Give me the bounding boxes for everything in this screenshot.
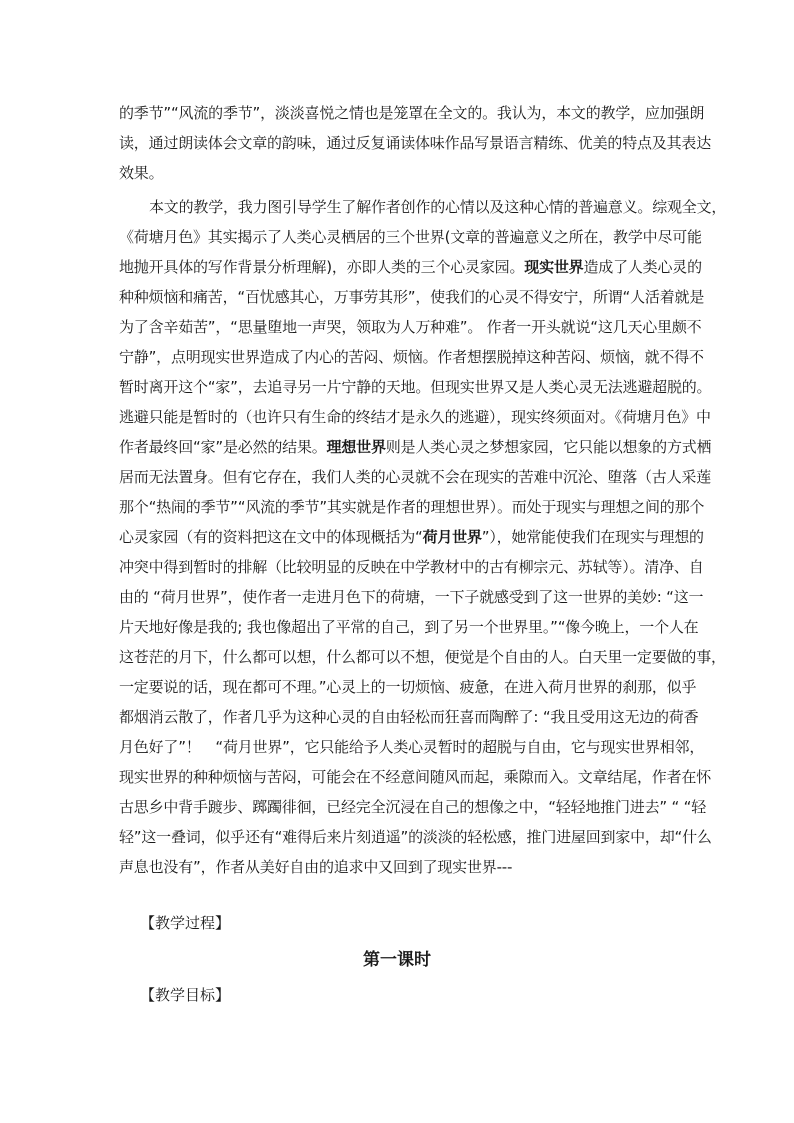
text-line: 暂时离开这个“家”，去追寻另一片宁静的天地。但现实世界又是人类心灵无法逃避超脱的。	[119, 378, 712, 396]
text-line: 逃避只能是暂时的（也许只有生命的终结才是永久的逃避），现实终须面对。《荷塘月色》中	[119, 408, 711, 426]
text-line: 这苍茫的月下，什么都可以想，什么都可以不想，便觉是个自由的人。白天里一定要做的事，	[119, 648, 726, 666]
text-line: 那个“热闹的季节”“风流的季节”其实就是作者的理想世界）。而处于现实与理想之间的那个	[119, 498, 705, 516]
objectives-label: 【教学目标】	[140, 986, 231, 1004]
text-line: 《荷塘月色》其实揭示了人类心灵栖居的三个世界(文章的普遍意义之所在，教学中尽可能	[119, 228, 702, 246]
text-line: 种种烦恼和痛苦，“百忧感其心，万事劳其形”，使我们的心灵不得安宁，所谓“人活着就是	[119, 288, 705, 306]
text-line: 宁静”，点明现实世界造成了内心的苦闷、烦恼。作者想摆脱掉这种苦闷、烦恼，就不得不	[119, 348, 704, 366]
text-line: 为了含辛茹苦”，“思量堕地一声哭，领取为人万种难”。 作者一开头就说“这几天心里颇不	[119, 318, 702, 336]
bold-term: 理想世界	[326, 438, 386, 456]
text-line: 心灵家园（有的资料把这在文中的体现概括为“荷月世界”），她常能使我们在现实与理想的	[119, 528, 704, 546]
text-line: 冲突中得到暂时的排解（比较明显的反映在中学教材中的古有柳宗元、苏轼等）。清净、自	[119, 558, 704, 576]
text-line: 由的 “荷月世界”，使作者一走进月色下的荷塘，一下子就感受到了这一世界的美妙: “这一	[119, 588, 704, 606]
text-line: 地抛开具体的写作背景分析理解)，亦即人类的三个心灵家园。现实世界造成了人类心灵的	[119, 258, 702, 276]
section-label: 【教学过程】	[140, 914, 231, 932]
text-line: 都烟消云散了，作者几乎为这种心灵的自由轻松而狂喜而陶醉了: “我且受用这无边的荷香	[119, 708, 699, 726]
text-line: 居而无法置身。但有它存在，我们人类的心灵就不会在现实的苦难中沉沦、堕落（古人采莲	[119, 468, 712, 486]
text-line: 轻”这一叠词，似乎还有“难得后来片刻逍遥”的淡淡的轻松感，推门进屋回到家中，却“什么	[119, 828, 712, 846]
text-line: 声息也没有”，作者从美好自由的追求中又回到了现实世界---	[119, 858, 513, 876]
text-line: 效果。	[119, 164, 164, 182]
paragraph-first-line: 本文的教学，我力图引导学生了解作者创作的心情以及这种心情的普遍意义。综观全文，	[149, 198, 727, 216]
text-line: 月色好了”！ “荷月世界”，它只能给予人类心灵暂时的超脱与自由，它与现实世界相邻，	[119, 738, 705, 756]
bold-term: 现实世界	[524, 258, 584, 276]
text-line: 现实世界的种种烦恼与苦闷，可能会在不经意间随风而起，乘隙而入。文章结尾，作者在怀	[119, 768, 712, 786]
bold-term: 荷月世界	[422, 528, 482, 546]
text-line: 的季节”“风流的季节”，淡淡喜悦之情也是笼罩在全文的。我认为，本文的教学，应加强朗	[119, 104, 705, 122]
text-line: 片天地好像是我的; 我也像超出了平常的自己，到了另一个世界里。”“像今晚上，一个人在	[119, 618, 699, 636]
text-line: 作者最终回“家”是必然的结果。理想世界则是人类心灵之梦想家园，它只能以想象的方式栖	[119, 438, 712, 456]
text-line: 读，通过朗读体会文章的韵味，通过反复诵读体味作品写景语言精练、优美的特点及其表达	[119, 134, 712, 152]
text-line: 一定要说的话，现在都可不理。”心灵上的一切烦恼、疲惫，在进入荷月世界的刹那，似乎	[119, 678, 697, 696]
text-line: 古思乡中背手踱步、踯躅徘徊，已经完全沉浸在自己的想像之中，“轻轻地推门进去” “ “轻	[119, 798, 707, 816]
lesson-heading: 第一课时	[363, 950, 431, 970]
